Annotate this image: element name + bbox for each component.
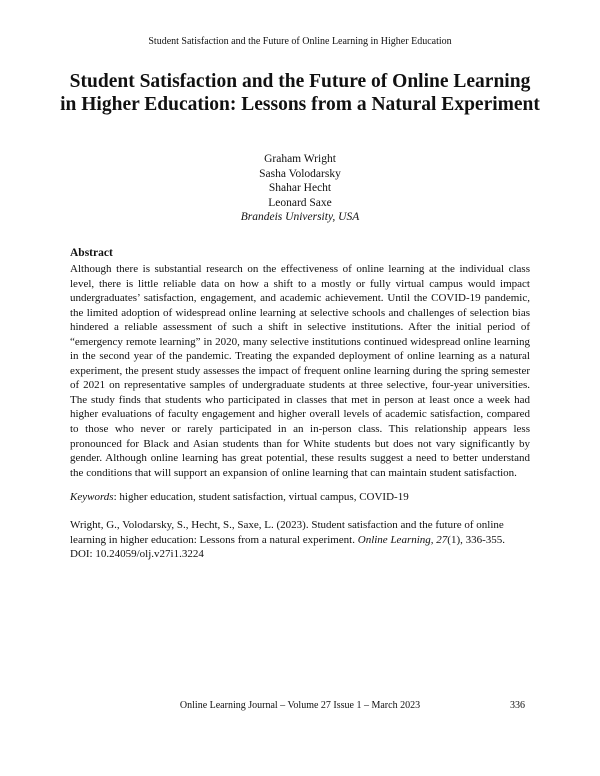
keywords xyxy=(70,490,530,505)
citation-volume: 27 xyxy=(436,533,448,546)
doi-link[interactable]: 10.24059/olj.v27i1.3224 xyxy=(95,548,204,561)
abstract-heading: Abstract xyxy=(70,247,113,259)
citation xyxy=(70,518,530,562)
paper-title: Student Satisfaction and the Future of Online Learning in Higher Education: Lessons from a Natural Experiment xyxy=(60,71,540,115)
footer-journal-info: Online Learning Journal – Volume 27 Issue 1 – March 2023 xyxy=(179,700,421,711)
citation-issue-pages: (1), 336-355. DOI: xyxy=(70,533,506,561)
keywords-label: Keywords xyxy=(70,491,114,503)
page-number: 336 xyxy=(510,700,525,711)
author-name: Leonard Saxe xyxy=(268,196,332,209)
author-name: Shahar Hecht xyxy=(268,182,332,195)
running-head: Student Satisfaction and the Future of Online Learning in Higher Education xyxy=(148,36,452,47)
abstract-text: Although there is substantial research on the effectiveness of online learning at the individual class level, there is little reliable data on how a shift to a mostly or fully virtual campus would impact undergraduates’ satisfaction, engagement, and academic achievement. Until the COVID-19 pandemic, the limited adoption of widespread online learning at selective schools and challenges of selection bias hindered a reliable assessment of such a shift in selective institutions. After the initial period of “emergency remote learning” in 2020, many selective institutions continued widespread online learning in the second year of the pandemic. Treating the expanded deployment of online learning as a natural experiment, the present study assesses the impact of frequent online learning during the spring semester of 2021 on representative samples of undergraduate students at three selective, four-year universities. The study finds that students who participated in classes that met in person at least once a week had higher evaluations of faculty engagement and higher overall levels of academic satisfaction, compared to those who never or rarely participated in an in-person class. This relationship appears less pronounced for Black and Asian students than for White students but does not vary significantly by gender. Although online learning has great potential, these results suggest a need to better understand the conditions that will support an expansion of online learning that can maintain student satisfaction. xyxy=(70,263,530,479)
author-name: Graham Wright xyxy=(264,153,336,165)
citation-journal: Online Learning, xyxy=(357,533,434,546)
citation-text: Wright, G., Volodarsky, S., Hecht, S., Saxe, L. (2023). Student satisfaction and the future of online learning in higher education: Lessons from a natural experiment. xyxy=(70,519,504,546)
affiliation: Brandeis University, USA xyxy=(240,211,360,224)
keywords-text: : higher education, student satisfaction, virtual campus, COVID-19 xyxy=(113,491,409,503)
author-name: Sasha Volodarsky xyxy=(259,167,341,180)
author-block xyxy=(0,152,600,225)
